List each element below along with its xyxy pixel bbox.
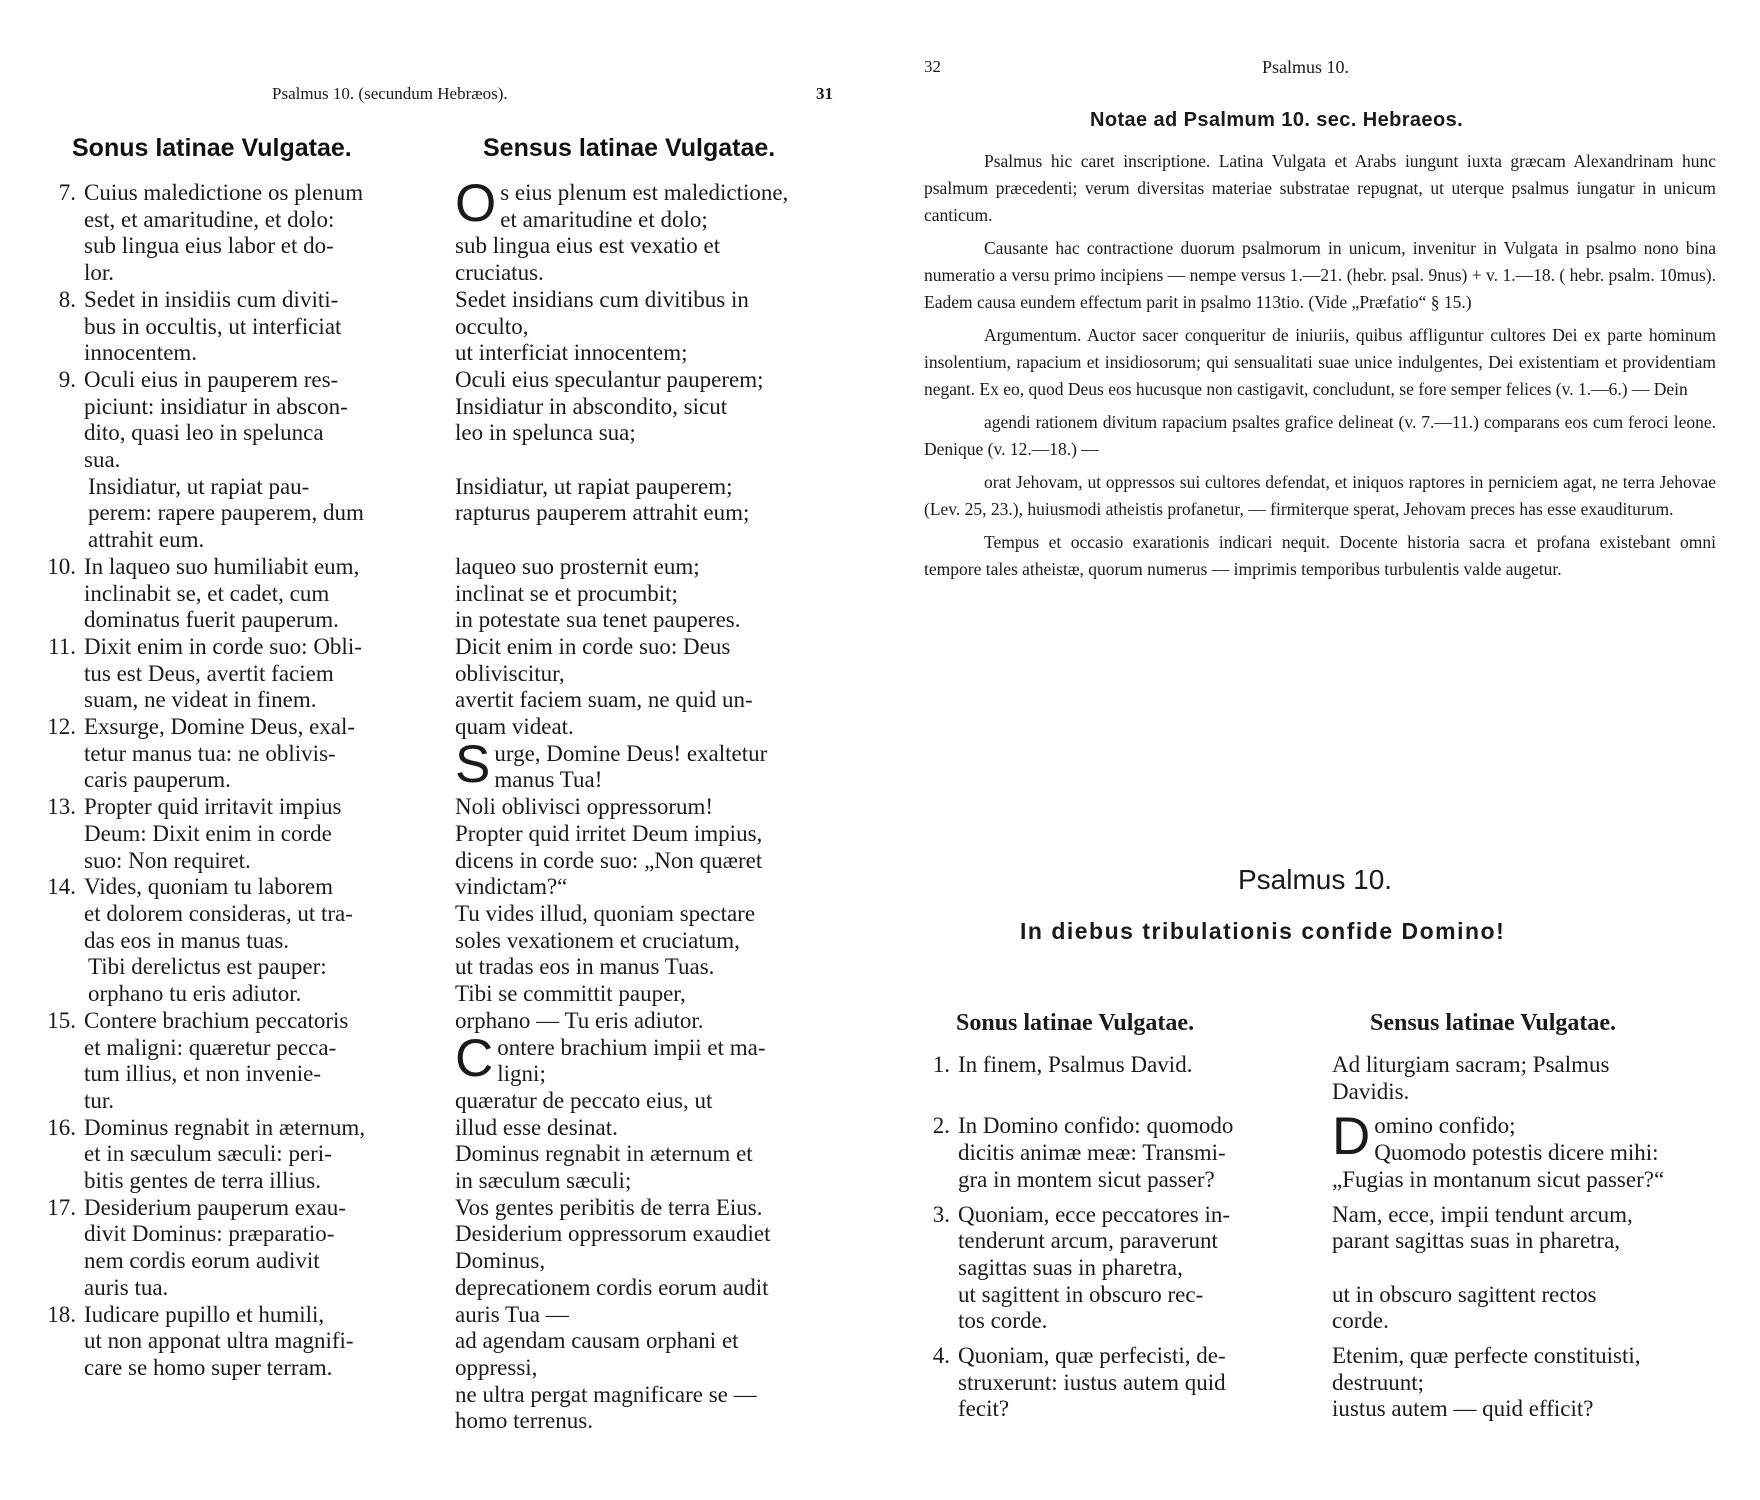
verse-line: [455, 447, 847, 474]
verse-line: Dominus regnabit in æternum,: [84, 1114, 366, 1140]
verse-number: 17.: [47, 1194, 76, 1220]
verse-line: Contere brachium peccatoris: [84, 1007, 349, 1033]
verse-line: et maligni: quæretur pecca-: [84, 1034, 337, 1060]
verse-line: et amaritudine et dolo;: [500, 206, 708, 232]
verse: [912, 1052, 1292, 1105]
verse-line: Oculi eius in pauperem res-: [84, 366, 339, 392]
verse-line: rapturus pauperem attrahit eum;: [455, 500, 750, 526]
verse-number: 13.: [47, 794, 76, 820]
sensus-column: [1332, 1052, 1712, 1431]
verse-line: In Domino confido: quomodo: [958, 1113, 1234, 1139]
verse: [38, 1195, 428, 1302]
verse-line: manus Tua!: [494, 767, 603, 793]
sensus-verse: [455, 174, 847, 287]
verse-line: Oculi eius speculantur pauperem;: [455, 366, 764, 392]
verse-line: Sedet in insidiis cum diviti-: [84, 286, 339, 312]
sensus-verse: [455, 474, 847, 554]
verse-line: Tibi se committit pauper,: [455, 981, 686, 1007]
verse: [38, 794, 428, 874]
notes-paragraph: Psalmus hic caret inscriptione. Latina Vulgata et Arabs iungunt iuxta græcam Alexandrinam hunc psalmum præcedenti; verum diversitas materiae substratae repugnat, ut uterque psalmus iungatur in unicum canticum.: [924, 151, 1716, 225]
notes-heading: Notae ad Psalmum 10. sec. Hebraeos.: [1090, 109, 1464, 131]
verse-line: ontere brachium impii et ma-: [497, 1034, 766, 1060]
verse-line: ut non apponat ultra magnifi-: [84, 1328, 354, 1354]
verse-line: et in sæculum sæculi: peri-: [84, 1141, 332, 1167]
notes-paragraph: Causante hac contractione duorum psalmorum in unicum, invenitur in Vulgata in psalmo nono bina numeratio a versu primo incipiens — nempe versus 1.—21. (hebr. psal. 9nus) + v. 1.—18. ( hebr. psalm. 10mus). Eadem causa eundem effectum parit in psalmo 113tio. (Vide „Præfatio“ § 15.): [924, 238, 1716, 312]
verse-line: omino confido;: [1374, 1113, 1516, 1139]
verse-line: das eos in manus tuas.: [84, 927, 290, 953]
verse-line: orphano tu eris adiutor.: [88, 981, 302, 1007]
verse-line: et dolorem consideras, ut tra-: [84, 900, 353, 926]
verse-line: Propter quid irritavit impius: [84, 794, 342, 820]
verse-line: obliviscitur,: [455, 660, 565, 686]
verse-line: Insidiatur, ut rapiat pauperem;: [455, 473, 733, 499]
verse-line: sub lingua eius est vexatio et: [455, 233, 721, 259]
verse-number: 9.: [58, 366, 76, 392]
verse-line: Davidis.: [1332, 1078, 1410, 1104]
verse-line: soles vexationem et cruciatum,: [455, 927, 740, 953]
column-heading-sonus: Sonus latinae Vulgatae.: [72, 134, 352, 162]
sensus-verse: [455, 821, 847, 901]
verse-line: deprecationem cordis eorum audit: [455, 1274, 769, 1300]
verse-line: Sedet insidians cum divitibus in: [455, 286, 749, 312]
sensus-verse: [455, 287, 847, 367]
verse: [38, 1115, 428, 1195]
verse-text: [84, 1195, 428, 1302]
verse-text: [84, 287, 428, 367]
verse-number: 18.: [47, 1301, 76, 1327]
verse-line: In laqueo suo humiliabit eum,: [84, 553, 360, 579]
sensus-column: [455, 174, 847, 1435]
verse-line: Noli oblivisci oppressorum!: [455, 794, 714, 820]
verse-text: [958, 1113, 1292, 1193]
sensus-verse: [455, 554, 847, 634]
psalm-title: Psalmus 10.: [1238, 864, 1393, 895]
sensus-verse: [1332, 1343, 1712, 1423]
verse-line: iustus autem — quid efficit?: [1332, 1396, 1594, 1422]
verse-line: ut interficiat innocentem;: [455, 340, 688, 366]
verse-line: „Fugias in montanum sicut passer?“: [1332, 1166, 1665, 1192]
verse-line: perem: rapere pauperem, dum: [88, 500, 364, 526]
verse: [38, 954, 428, 1007]
verse-line: sub lingua eius labor et do-: [84, 233, 334, 259]
verse-line: ligni;: [497, 1061, 546, 1087]
verse-line: In finem, Psalmus David.: [958, 1052, 1193, 1077]
verse-text: [958, 1052, 1292, 1105]
verse-number: 14.: [47, 874, 76, 900]
verse-line: gra in montem sicut passer?: [958, 1166, 1215, 1192]
verse-line: suam, ne videat in finem.: [84, 687, 317, 713]
verse-line: Dominus regnabit in æternum et: [455, 1141, 753, 1167]
verse-text: [958, 1202, 1292, 1336]
sensus-verse: [455, 634, 847, 741]
verse-number: 8.: [58, 286, 76, 312]
sensus-verse: [455, 734, 847, 821]
drop-initial: S: [455, 734, 491, 794]
verse-line: Exsurge, Domine Deus, exal-: [84, 714, 356, 740]
verse-line: quæratur de peccato eius, ut: [455, 1087, 713, 1113]
verse-text: [84, 794, 428, 874]
verse-line: Etenim, quæ perfecte constituisti,: [1332, 1343, 1641, 1369]
verse-line: tum illius, et non invenie-: [84, 1061, 321, 1087]
sensus-verse: [1332, 1052, 1712, 1105]
verse-text: [84, 714, 428, 794]
verse-line: quam videat.: [455, 714, 574, 740]
verse-text: [88, 474, 428, 554]
verse: [38, 474, 428, 554]
verse-text: [84, 1115, 428, 1195]
verse: [38, 634, 428, 714]
verse-number: 2.: [932, 1113, 950, 1139]
drop-initial: C: [455, 1028, 494, 1088]
verse-text: [84, 634, 428, 714]
verse-text: [84, 1302, 428, 1382]
verse-line: cruciatus.: [455, 260, 544, 286]
verse-line: Quomodo potestis dicere mihi:: [1374, 1140, 1659, 1166]
sensus-verse: [455, 1141, 847, 1221]
right-page: [880, 0, 1760, 1500]
verse: [38, 554, 428, 634]
verse-text: [84, 554, 428, 634]
page-number: 32: [924, 57, 941, 76]
verse-line: Quoniam, quæ perfecisti, de-: [958, 1343, 1226, 1369]
verse: [38, 287, 428, 367]
verse-line: auris Tua —: [455, 1301, 569, 1327]
verse-line: nem cordis eorum audivit: [84, 1248, 320, 1274]
verse-line: sua.: [84, 447, 121, 473]
verse-text: [84, 1008, 428, 1115]
verse-number: 15.: [47, 1007, 76, 1033]
verse-line: Tibi derelictus est pauper:: [88, 954, 327, 980]
verse: [912, 1113, 1292, 1193]
column-heading-sensus: Sensus latinae Vulgatae.: [483, 134, 776, 162]
verse-line: Insidiatur in abscondito, sicut: [455, 393, 728, 419]
verse-line: ut in obscuro sagittent rectos: [1332, 1281, 1597, 1307]
verse-line: est, et amaritudine, et dolo:: [84, 206, 335, 232]
running-header: Psalmus 10. (secundum Hebræos).: [272, 84, 508, 103]
notes-paragraph: orat Jehovam, ut oppressos sui cultores defendat, et iniquos raptores in perniciem agat, ne terra Jehovae (Lev. 25, 23.), huiusmodi atheistis profanetur, — firmiterque sperat, Jehovam preces has esse exauditurum.: [924, 472, 1716, 519]
verse: [912, 1202, 1292, 1336]
running-header: Psalmus 10.: [1262, 57, 1350, 77]
verse-text: [84, 180, 428, 287]
verse-line: in potestate sua tenet pauperes.: [455, 607, 741, 633]
verse-line: avertit faciem suam, ne quid un-: [455, 687, 753, 713]
verse-line: bitis gentes de terra illius.: [84, 1168, 321, 1194]
verse-line: orphano — Tu eris adiutor.: [455, 1007, 704, 1033]
verse-line: piciunt: insidiatur in abscon-: [84, 393, 348, 419]
verse-line: ut tradas eos in manus Tuas.: [455, 954, 715, 980]
verse-line: dicitis animæ meæ: Transmi-: [958, 1140, 1226, 1166]
verse-number: 11.: [48, 633, 76, 659]
verse-line: s eius plenum est maledictione,: [500, 180, 789, 205]
verse-line: Propter quid irritet Deum impius,: [455, 820, 763, 846]
psalm-subtitle: In diebus tribulationis confide Domino!: [1020, 918, 1506, 944]
verse-line: attrahit eum.: [88, 527, 205, 553]
verse-line: Dicit enim in corde suo: Deus: [455, 633, 731, 659]
verse-line: Vides, quoniam tu laborem: [84, 874, 334, 900]
verse-number: 12.: [47, 714, 76, 740]
sonus-column: [912, 1052, 1292, 1431]
column-heading-sensus: Sensus latinae Vulgatae.: [1370, 1010, 1617, 1036]
verse-line: Ad liturgiam sacram; Psalmus: [1332, 1052, 1610, 1077]
verse-line: dito, quasi leo in spelunca: [84, 420, 324, 446]
verse-line: sagittas suas in pharetra,: [958, 1254, 1183, 1280]
sensus-verse: [455, 1221, 847, 1328]
drop-initial: O: [455, 174, 497, 233]
notes-body: [924, 148, 1716, 589]
verse-line: fecit?: [958, 1396, 1010, 1422]
verse-line: tus est Deus, avertit faciem: [84, 660, 334, 686]
verse-line: oppressi,: [455, 1354, 538, 1380]
verse-line: Desiderium oppressorum exaudiet: [455, 1221, 771, 1247]
verse-number: 4.: [932, 1343, 950, 1369]
verse-line: Quoniam, ecce peccatores in-: [958, 1201, 1231, 1227]
verse-line: ad agendam causam orphani et: [455, 1328, 739, 1354]
verse-line: struxerunt: iustus autem quid: [958, 1369, 1226, 1395]
sensus-verse: [455, 901, 847, 981]
verse-line: bus in occultis, ut interficiat: [84, 313, 342, 339]
verse-line: Dixit enim in corde suo: Obli-: [84, 633, 362, 659]
verse-line: [958, 1079, 1292, 1106]
verse-line: care se homo super terram.: [84, 1354, 333, 1380]
verse-line: Desiderium pauperum exau-: [84, 1194, 346, 1220]
verse-line: Deum: Dixit enim in corde: [84, 820, 332, 846]
verse: [38, 367, 428, 474]
column-heading-sonus: Sonus latinae Vulgatae.: [956, 1010, 1195, 1036]
verse-line: Vos gentes peribitis de terra Eius.: [455, 1194, 763, 1220]
verse-line: tos corde.: [958, 1308, 1048, 1334]
notes-paragraph: Argumentum. Auctor sacer conqueritur de iniuriis, quibus affliguntur cultores Dei ex parte hominum insolentium, rapacium et insidiosorum; qui sensualitati suae unice indulgentes, Dei existentiam et providentiam negant. Ex eo, quod Deus eos hucusque non castigavit, concludunt, se fore semper felices (v. 1.—6.) — Dein: [924, 325, 1716, 399]
verse-line: Dominus,: [455, 1248, 546, 1274]
verse-line: vindictam?“: [455, 874, 568, 900]
sonus-column: [38, 180, 428, 1382]
verse-line: corde.: [1332, 1308, 1389, 1334]
verse-line: leo in spelunca sua;: [455, 420, 636, 446]
verse-number: 3.: [932, 1201, 950, 1227]
verse: [912, 1343, 1292, 1423]
verse-number: 16.: [47, 1114, 76, 1140]
verse-line: ne ultra pergat magnificare se —: [455, 1381, 757, 1407]
page-number: 31: [816, 84, 833, 103]
verse-line: auris tua.: [84, 1274, 169, 1300]
verse-line: tenderunt arcum, paraverunt: [958, 1228, 1218, 1254]
notes-paragraph: Tempus et occasio exarationis indicari nequit. Docente historia sacra et profana existebant omni tempore tales atheistæ, quorum numerus — imprimis temporibus turbulentis valde augetur.: [924, 532, 1716, 579]
verse-line: tur.: [84, 1087, 115, 1113]
verse-line: tetur manus tua: ne oblivis-: [84, 740, 336, 766]
verse-line: Insidiatur, ut rapiat pau-: [88, 473, 310, 499]
verse-text: [958, 1343, 1292, 1423]
drop-initial: D: [1332, 1107, 1371, 1167]
verse-line: Cuius maledictione os plenum: [84, 180, 364, 205]
verse-line: homo terrenus.: [455, 1408, 593, 1434]
verse-line: parant sagittas suas in pharetra,: [1332, 1228, 1621, 1254]
sensus-verse: [455, 1328, 847, 1435]
verse-text: [84, 874, 428, 954]
verse-line: dicens in corde suo: „Non quæret: [455, 847, 763, 873]
sensus-verse: [1332, 1202, 1712, 1336]
verse: [38, 180, 428, 287]
verse-text: [84, 367, 428, 474]
verse-line: occulto,: [455, 313, 529, 339]
verse-line: suo: Non requiret.: [84, 847, 251, 873]
verse-line: [455, 527, 847, 554]
verse-line: [1332, 1255, 1712, 1282]
verse-line: Tu vides illud, quoniam spectare: [455, 900, 756, 926]
verse-number: 1.: [932, 1052, 950, 1077]
verse-line: urge, Domine Deus! exaltetur: [494, 740, 768, 766]
sensus-verse: [455, 1028, 847, 1142]
sensus-verse: [1332, 1107, 1712, 1193]
sensus-verse: [455, 367, 847, 474]
verse: [38, 1008, 428, 1115]
notes-paragraph: agendi rationem divitum rapacium psaltes grafice delineat (v. 7.—11.) comparans eos cum feroci leone. Denique (v. 12.—18.) —: [924, 412, 1716, 459]
verse-line: laqueo suo prosternit eum;: [455, 553, 700, 579]
verse-line: illud esse desinat.: [455, 1114, 618, 1140]
verse-line: dominatus fuerit pauperum.: [84, 607, 339, 633]
verse-number: 7.: [58, 180, 76, 205]
verse-line: innocentem.: [84, 340, 198, 366]
sensus-verse: [455, 981, 847, 1034]
verse-line: destruunt;: [1332, 1369, 1424, 1395]
verse-line: inclinabit se, et cadet, cum: [84, 580, 330, 606]
verse-line: divit Dominus: præparatio-: [84, 1221, 335, 1247]
verse-line: lor.: [84, 260, 115, 286]
verse: [38, 874, 428, 954]
verse-line: inclinat se et procumbit;: [455, 580, 678, 606]
verse-line: caris pauperum.: [84, 767, 231, 793]
verse-line: in sæculum sæculi;: [455, 1168, 632, 1194]
verse-line: Nam, ecce, impii tendunt arcum,: [1332, 1201, 1633, 1227]
verse-line: Iudicare pupillo et humili,: [84, 1301, 325, 1327]
verse-text: [88, 954, 428, 1007]
verse: [38, 1302, 428, 1382]
verse-line: ut sagittent in obscuro rec-: [958, 1281, 1204, 1307]
verse: [38, 714, 428, 794]
verse-number: 10.: [47, 553, 76, 579]
